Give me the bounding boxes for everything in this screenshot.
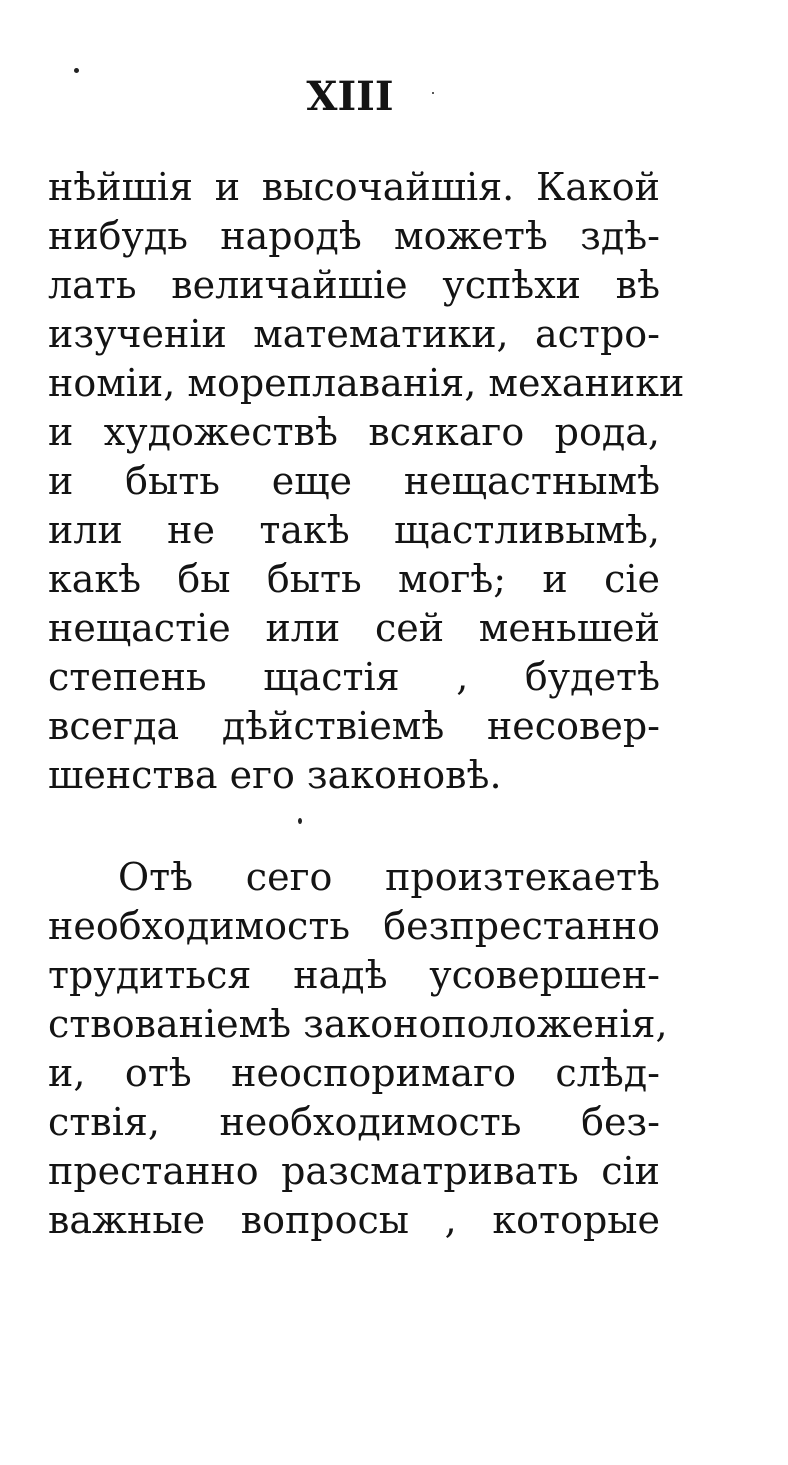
text-line: всегда дѣйствіемѣ несовер- xyxy=(48,704,660,748)
text-line: трудиться надѣ усовершен- xyxy=(48,953,660,997)
text-line: и быть еще нещастнымѣ xyxy=(48,459,660,503)
text-line: нѣйшія и высочайшія. Какой xyxy=(48,165,660,209)
ink-speck xyxy=(432,92,434,94)
text-line: ствованіемѣ законоположенія, xyxy=(48,1002,668,1046)
ink-speck xyxy=(74,68,79,73)
text-line: лать величайшіе успѣхи вѣ xyxy=(48,263,660,307)
text-line: номіи, мореплаванія, механики xyxy=(48,361,685,405)
paragraph-2 xyxy=(48,853,668,1245)
text-line: ствія, необходимость без- xyxy=(48,1100,660,1144)
page-number: XIII xyxy=(306,73,394,120)
text-line: нещастіе или сей меньшей xyxy=(48,606,660,650)
paragraph-1 xyxy=(48,163,685,800)
text-line: и, отѣ неоспоримаго слѣд- xyxy=(48,1051,660,1095)
text-line: изученіи математики, астро- xyxy=(48,312,660,356)
text-line: какѣ бы быть могѣ; и сіе xyxy=(48,557,660,601)
text-line: престанно разсматривать сіи xyxy=(48,1149,660,1193)
text-line: степень щастія , будетѣ xyxy=(48,655,660,699)
text-line: важные вопросы , которые xyxy=(48,1198,660,1242)
ink-speck xyxy=(298,818,302,824)
text-line: Отѣ сего произтекаетѣ xyxy=(118,855,660,899)
text-line: необходимость безпрестанно xyxy=(48,904,660,948)
text-line: нибудь народѣ можетѣ здѣ- xyxy=(48,214,660,258)
text-line: шенства его законовѣ. xyxy=(48,753,502,797)
text-line: или не такѣ щастливымѣ, xyxy=(48,508,660,552)
text-line: и художествѣ всякаго рода, xyxy=(48,410,660,454)
